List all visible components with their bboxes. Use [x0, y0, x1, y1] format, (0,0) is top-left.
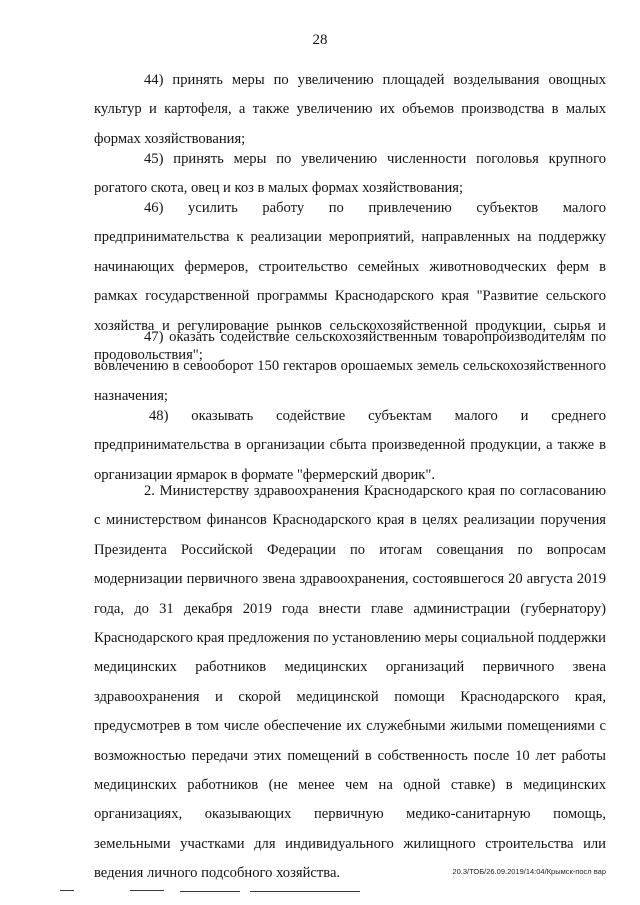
paragraph-item-48: 48) оказывать содействие субъектам малого и среднего предпринимательства в организации сбыта произведенной продукции, а также в организации ярмарок в формате "фермерский дворик". — [94, 408, 606, 483]
paragraph-item-46: 46) усилить работу по привлечению субъектов малого предпринимательства к реализации мероприятий, направленных на поддержку начинающих фермеров, строительство семейных животноводческих ферм в рамках государственной программы Краснодарского края "Развитие сельского хозяйства и регулирование рынков сельскохозяйственной продукции, сырья и продовольствия"; — [94, 200, 606, 364]
page-number: 28 — [312, 32, 328, 48]
paragraph-item-45: 45) принять меры по увеличению численности поголовья крупного рогатого скота, овец и коз в малых формах хозяйствования; — [94, 151, 606, 197]
paragraph-item-44: 44) принять меры по увеличению площадей возделывания овощных культур и картофеля, а также увеличению их объемов производства в малых формах хозяйствования; — [94, 72, 606, 147]
paragraph-item-47: 47) оказать содействие сельскохозяйственным товаропроизводителям по вовлечению в севооборот 150 гектаров орошаемых земель сельскохозяйственного назначения; — [94, 329, 606, 404]
scan-artifact-line — [250, 891, 360, 892]
paragraph-section-2: 2. Министерству здравоохранения Краснодарского края по согласованию с министерством финансов Краснодарского края в целях реализации поручения Президента Российской Федерации по итогам совещания по вопросам модернизации первичного звена здравоохранения, состоявшегося 20 августа 2019 года, до 31 декабря 2019 года внести главе администрации (губернатору) Краснодарского края предложения по установлению меры социальной поддержки медицинских работников медицинских организаций первичного звена здравоохранения и скорой медицинской помощи Краснодарского края, предусмотрев в том числе обеспечение их служебными жилыми помещениями с возможностью передачи этих помещений в собственность после 10 лет работы медицинских работников (не менее чем на одной ставке) в медицинских организациях, оказывающих первичную медико-санитарную помощь, земельными участками для индивидуального жилищного строительства или ведения личного подсобного хозяйства. — [94, 483, 606, 882]
scan-artifact-line — [180, 891, 240, 892]
scan-artifact-line — [130, 890, 164, 891]
footer-document-code: 20.3/ТОБ/26.09.2019/14:04/Крымск-посл вар — [452, 867, 606, 876]
scan-artifact-line — [60, 890, 74, 891]
